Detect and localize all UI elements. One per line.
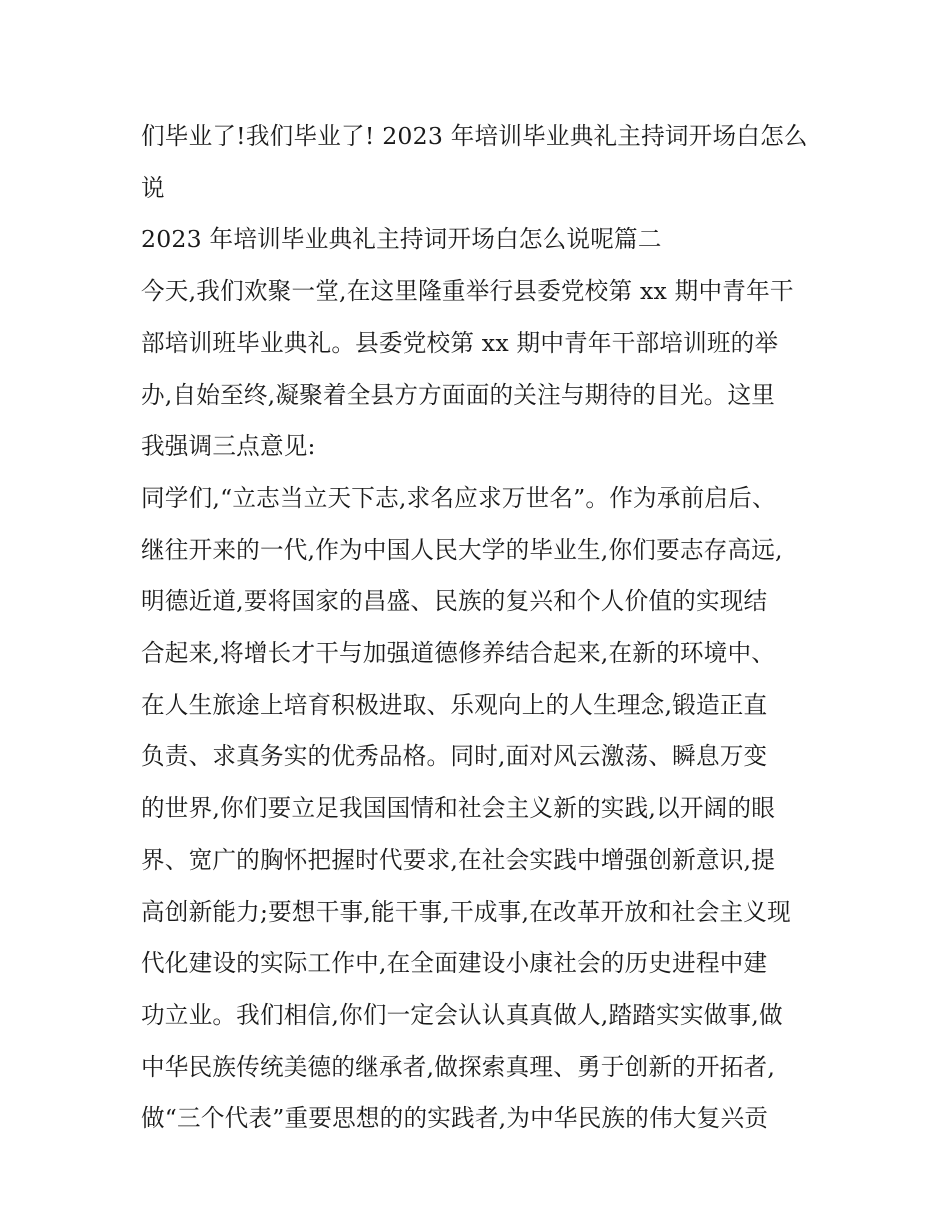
text-line: 继往开来的一代,作为中国人民大学的毕业生,你们要志存高远, xyxy=(141,535,783,564)
text-line: 明德近道,要将国家的昌盛、民族的复兴和个人价值的实现结 xyxy=(141,587,768,616)
document-body xyxy=(141,111,816,1145)
text-line: 同学们,“立志当立天下志,求名应求万世名”。作为承前启后、 xyxy=(141,483,776,512)
text-line: 中华民族传统美德的继承者,做探索真理、勇于创新的开拓者, xyxy=(141,1052,776,1081)
text-line: 做“三个代表”重要思想的的实践者,为中华民族的伟大复兴贡 xyxy=(141,1104,769,1133)
text-line: 功立业。我们相信,你们一定会认认真真做人,踏踏实实做事,做 xyxy=(141,1000,783,1029)
text-line: 办,自始至终,凝聚着全县方方面面的关注与期待的目光。这里 xyxy=(141,380,776,409)
text-line: 负责、求真务实的优秀品格。同时,面对风云激荡、瞬息万变 xyxy=(141,742,768,771)
text-line: 代化建设的实际工作中,在全面建设小康社会的历史进程中建 xyxy=(141,949,768,978)
section-heading: 2023 年培训毕业典礼主持词开场白怎么说呢篇二 xyxy=(141,225,662,254)
text-line: 界、宽广的胸怀把握时代要求,在社会实践中增强创新意识,提 xyxy=(141,845,776,874)
text-line: 部培训班毕业典礼。县委党校第 xx 期中青年干部培训班的举 xyxy=(141,328,779,357)
text-line: 高创新能力;要想干事,能干事,干成事,在改革开放和社会主义现 xyxy=(141,897,791,926)
text-line: 在人生旅途上培育积极进取、乐观向上的人生理念,锻造正直 xyxy=(141,690,768,719)
text-line: 今天,我们欢聚一堂,在这里隆重举行县委党校第 xx 期中青年干 xyxy=(141,277,794,306)
text-line: 说 xyxy=(141,173,165,202)
text-line: 合起来,将增长才干与加强道德修养结合起来,在新的环境中、 xyxy=(141,639,776,668)
text-line: 们毕业了!我们毕业了! 2023 年培训毕业典礼主持词开场白怎么 xyxy=(141,122,808,150)
text-line: 我强调三点意见: xyxy=(141,432,316,461)
text-line: 的世界,你们要立足我国国情和社会主义新的实践,以开阔的眼 xyxy=(141,794,776,823)
